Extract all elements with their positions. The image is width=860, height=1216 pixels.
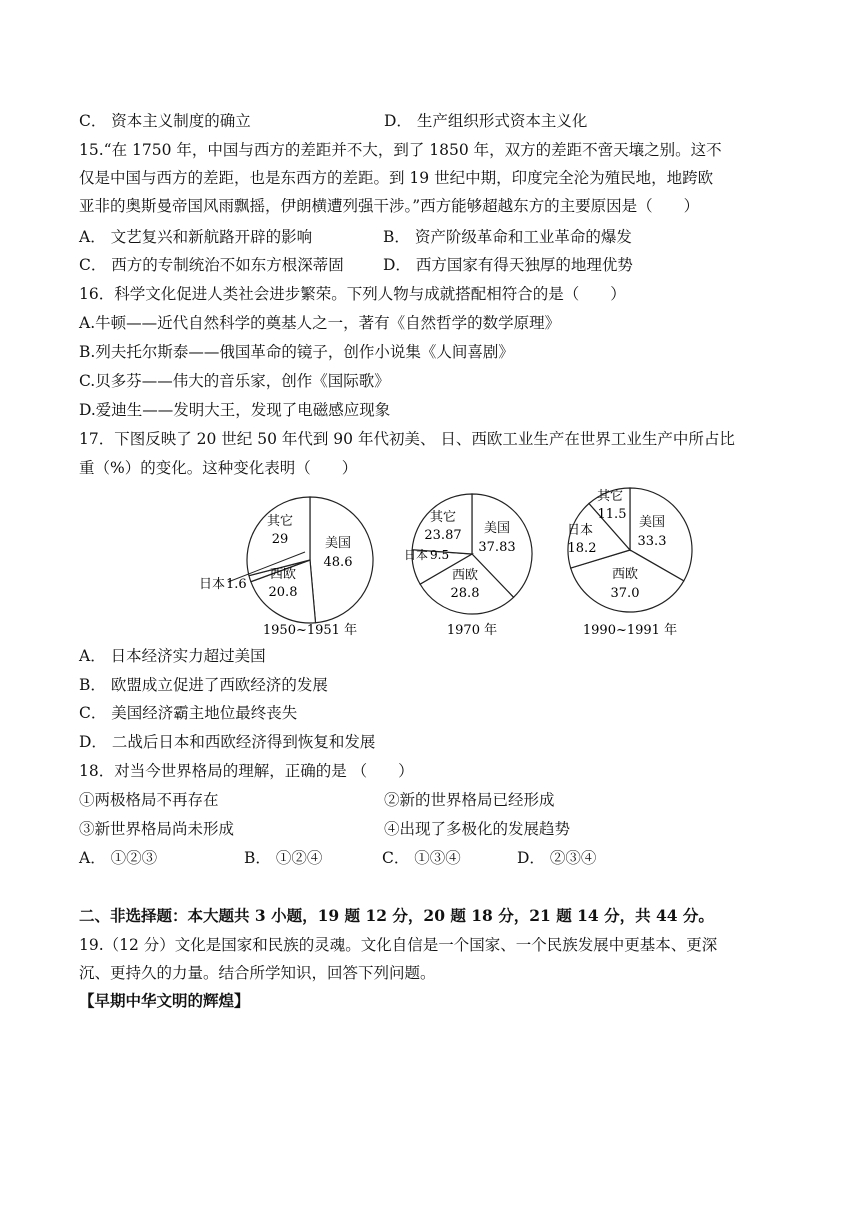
pie-1970-value-japan: 9.5 (430, 548, 450, 562)
q15-stem-line1: 15.“在 1750 年，中国与西方的差距并不大，到了 1850 年，双方的差距不啻天壤之别。这不 (79, 141, 722, 159)
q18-item-3: ③新世界格局尚未形成 (79, 820, 235, 838)
pie-1990-value-usa: 33.3 (637, 534, 667, 549)
q18-item-4: ④出现了多极化的发展趋势 (384, 820, 571, 838)
pie-1950-label-others: 其它 (266, 514, 294, 529)
pie-charts-figure (190, 480, 710, 645)
q17-option-d: D． 二战后日本和西欧经济得到恢复和发展 (79, 733, 376, 751)
q15-stem-line3: 亚非的奥斯曼帝国风雨飘摇，伊朗横遭列强干涉。”西方能够超越东方的主要原因是（ ） (79, 197, 700, 215)
pie-1950-value-usa: 48.6 (323, 555, 353, 570)
q15-option-c: C． 西方的专制统治不如东方根深蒂固 (79, 256, 344, 274)
q19-stem-line1: 19.（12 分）文化是国家和民族的灵魂。文化自信是一个国家、一个民族发展中更基本、更深 (79, 936, 718, 954)
q16-option-d: D.爱迪生——发明大王，发现了电磁感应现象 (79, 401, 391, 419)
pie-1970-value-others: 23.87 (424, 528, 462, 543)
q15-option-b: B． 资产阶级革命和工业革命的爆发 (383, 228, 632, 246)
pie-1990-label-usa: 美国 (638, 515, 666, 530)
pie-1970-label-weu: 西欧 (451, 568, 479, 583)
pie-1970-label-japan: 日本 (404, 548, 429, 562)
q17-option-b: B． 欧盟成立促进了西欧经济的发展 (79, 676, 328, 694)
q17-stem-line1: 17．下图反映了 20 世纪 50 年代到 90 年代初美、 日、西欧工业生产在世界工业生产中所占比 (79, 430, 735, 448)
pie-1970-caption: 1970 年 (446, 623, 498, 638)
pie-1990-label-japan: 日本 (566, 523, 594, 538)
pie-1970-label-others: 其它 (429, 510, 457, 525)
q18-item-1: ①两极格局不再存在 (79, 791, 219, 809)
pie-1950-label-japan: 日本 (199, 577, 226, 592)
pie-1990-value-others: 11.5 (597, 507, 627, 522)
q16-stem: 16．科学文化促进人类社会进步繁荣。下列人物与成就搭配相符合的是（ ） (79, 285, 626, 303)
pie-1970-value-usa: 37.83 (478, 540, 516, 555)
pie-1990-value-weu: 37.0 (610, 586, 640, 601)
q17-option-a: A． 日本经济实力超过美国 (79, 647, 266, 665)
q18-item-2: ②新的世界格局已经形成 (384, 791, 555, 809)
q14-option-d: D． 生产组织形式资本主义化 (384, 112, 588, 130)
q15-option-a: A． 文艺复兴和新航路开辟的影响 (79, 228, 313, 246)
q16-option-b: B.列夫托尔斯泰——俄国革命的镜子，创作小说集《人间喜剧》 (79, 343, 514, 361)
section2-heading: 二、非选择题：本大题共 3 小题，19 题 12 分，20 题 18 分，21 题 14 分，共 44 分。 (79, 906, 714, 925)
pie-1950-value-others: 29 (271, 532, 289, 547)
q18-option-b: B． ①②④ (244, 849, 323, 867)
pie-chart-1950 (199, 497, 373, 638)
pie-1950-label-usa: 美国 (324, 536, 352, 551)
pie-1950-caption: 1950~1951 年 (262, 623, 358, 638)
pie-1990-value-japan: 18.2 (567, 541, 597, 556)
q18-option-c: C． ①③④ (382, 849, 461, 867)
q19-stem-line2: 沉、更持久的力量。结合所学知识，回答下列问题。 (79, 964, 436, 982)
q17-stem-line2: 重（%）的变化。这种变化表明（ ） (79, 459, 358, 477)
q18-option-a: A． ①②③ (79, 849, 158, 867)
q14-option-c: C． 资本主义制度的确立 (79, 112, 251, 130)
pie-1950-label-weu: 西欧 (269, 567, 297, 582)
pie-chart-1990 (567, 488, 692, 638)
pie-chart-1970 (404, 494, 532, 638)
pie-1950-value-japan: 1.6 (226, 577, 247, 592)
pie-1970-value-weu: 28.8 (450, 586, 480, 601)
q18-stem: 18．对当今世界格局的理解，正确的是 （ ） (79, 762, 414, 780)
pie-1990-label-others: 其它 (596, 489, 624, 504)
q17-option-c: C． 美国经济霸主地位最终丧失 (79, 704, 298, 722)
q18-option-d: D． ②③④ (517, 849, 597, 867)
q15-option-d: D． 西方国家有得天独厚的地理优势 (383, 256, 633, 274)
q19-subheading: 【早期中华文明的辉煌】 (79, 991, 250, 1010)
q15-stem-line2: 仅是中国与西方的差距，也是东西方的差距。到 19 世纪中期，印度完全沦为殖民地，地跨欧 (79, 169, 714, 187)
pie-1970-label-usa: 美国 (483, 521, 511, 536)
pie-1990-label-weu: 西欧 (611, 567, 639, 582)
pie-1990-caption: 1990~1991 年 (582, 623, 678, 638)
pie-1950-value-weu: 20.8 (268, 585, 298, 600)
q16-option-a: A.牛顿——近代自然科学的奠基人之一，著有《自然哲学的数学原理》 (79, 314, 561, 332)
q16-option-c: C.贝多芬——伟大的音乐家，创作《国际歌》 (79, 372, 390, 390)
